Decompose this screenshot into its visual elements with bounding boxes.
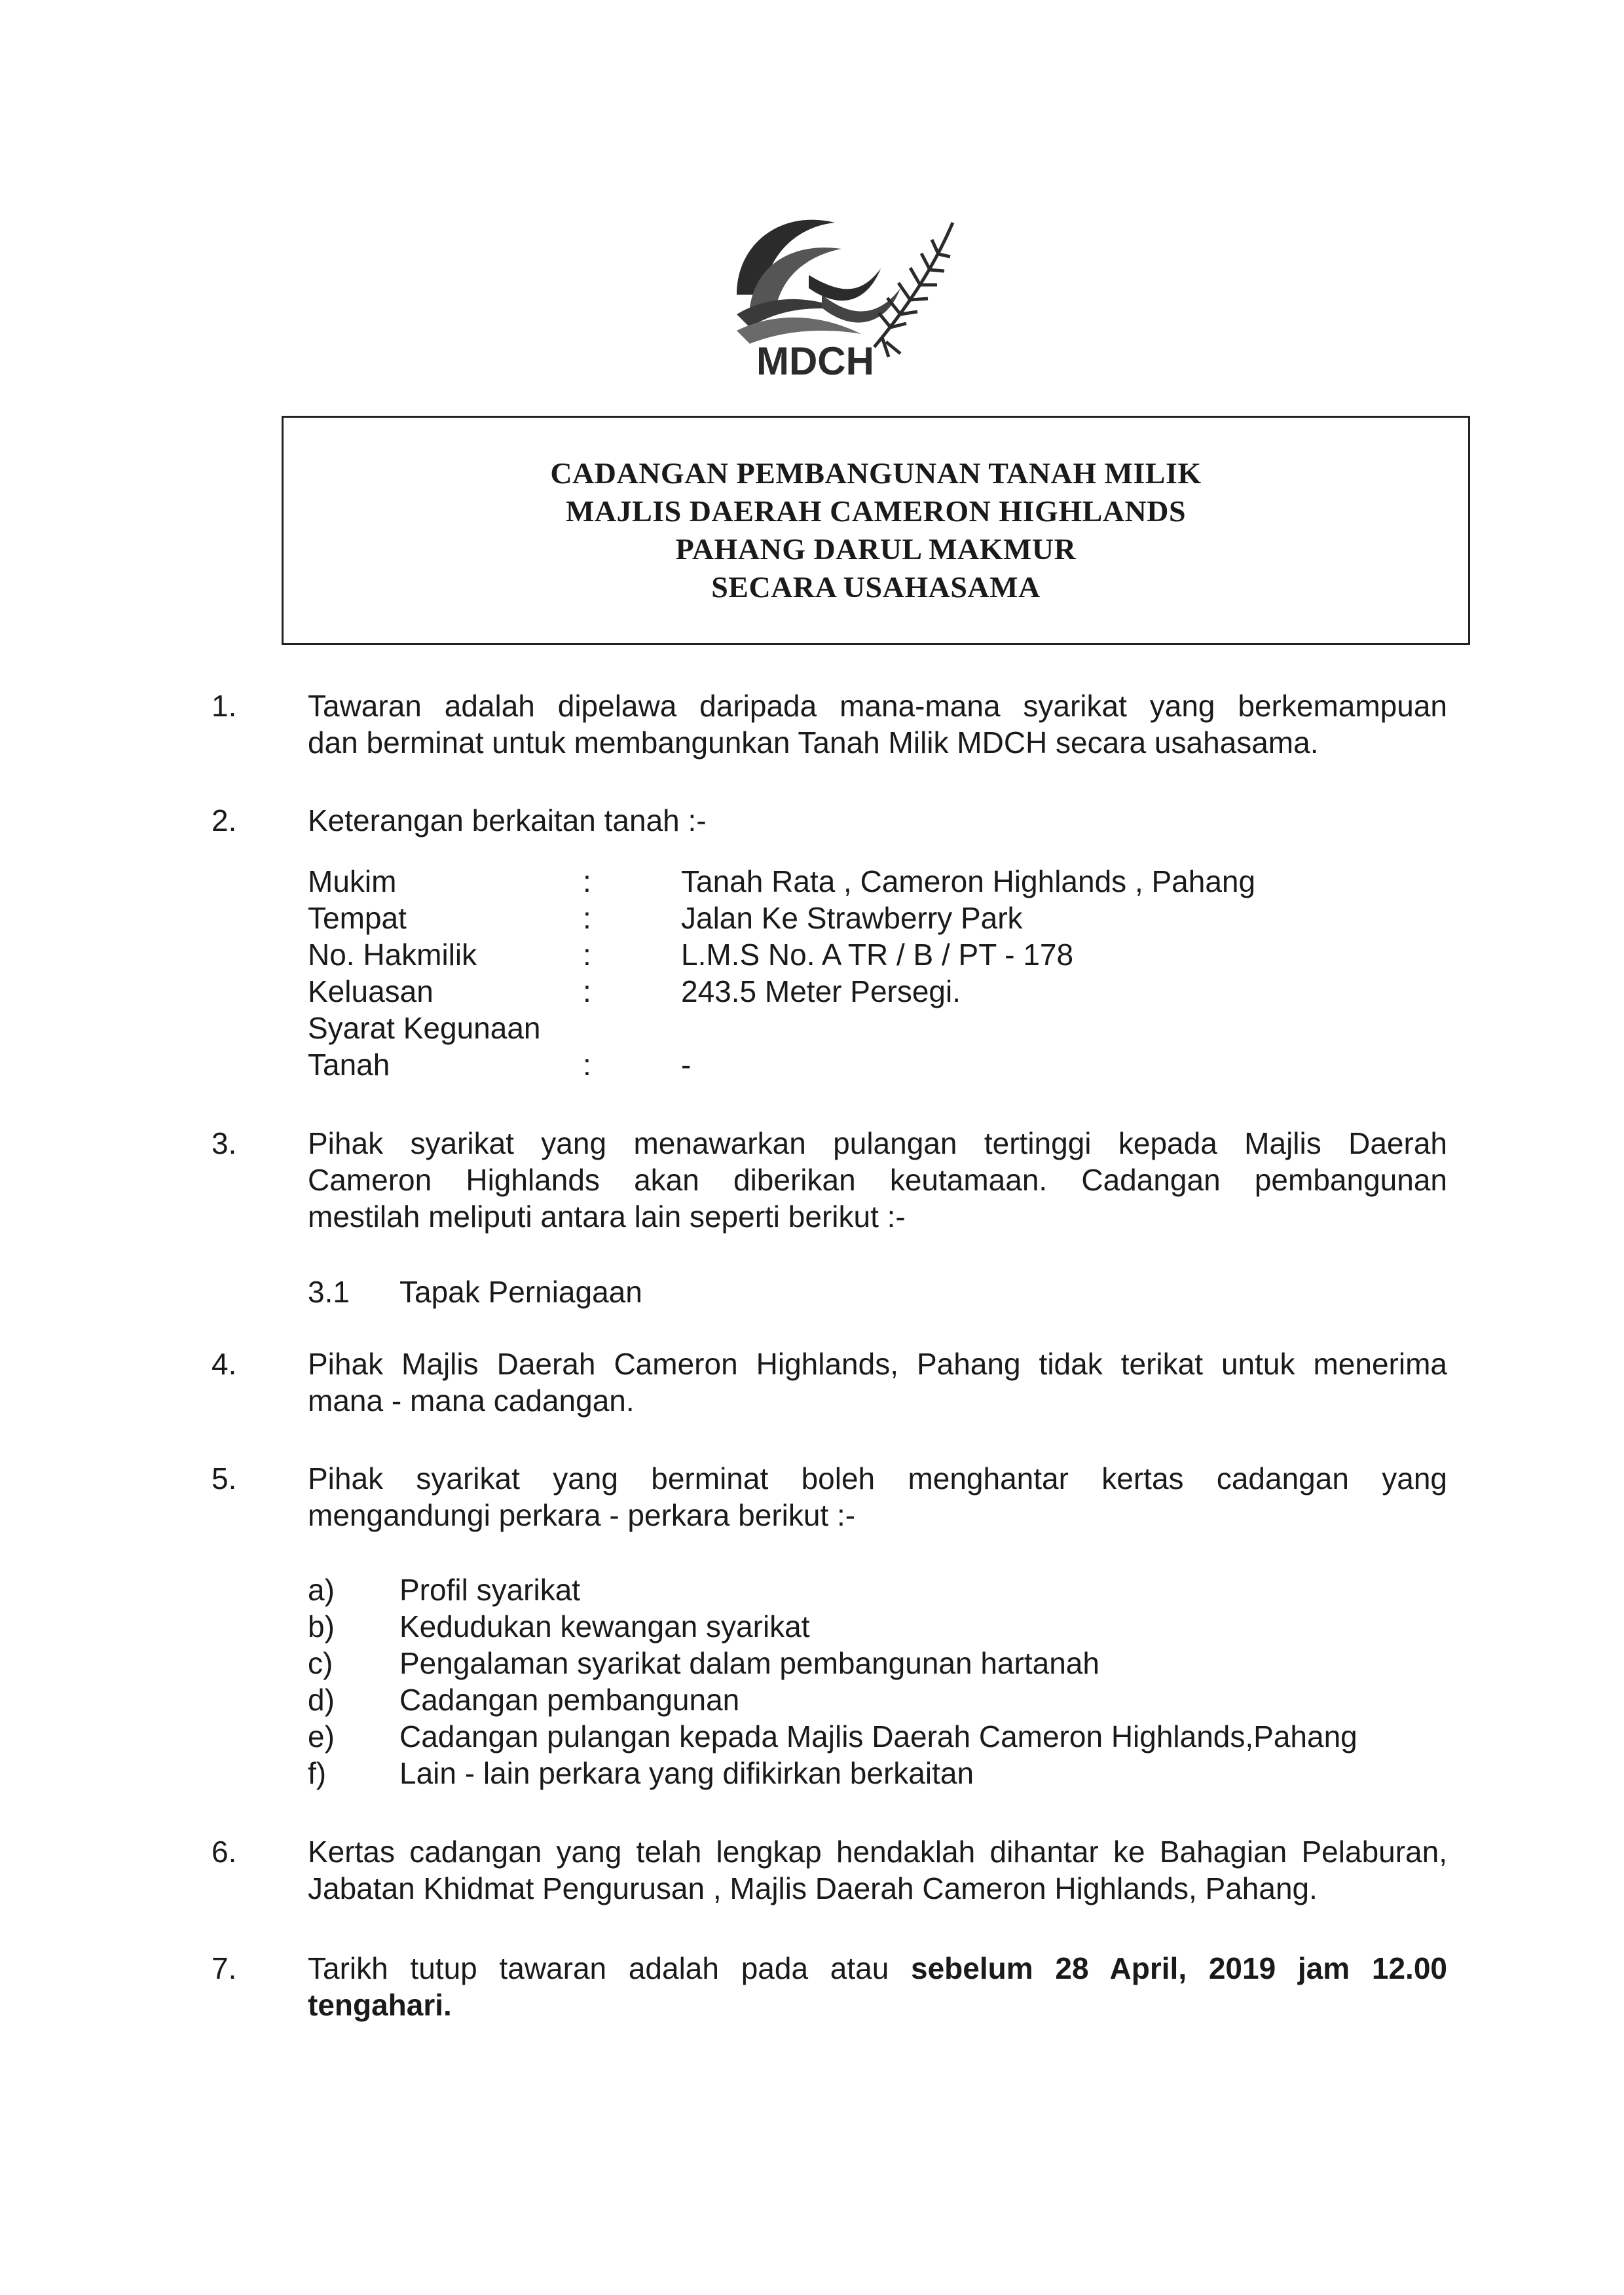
- text-line: dan berminat untuk membangunkan Tanah Milik MDCH secara usahasama.: [308, 725, 1319, 760]
- text-line: mengandungi perkara - perkara berikut :-: [308, 1498, 856, 1532]
- title-line-2: MAJLIS DAERAH CAMERON HIGHLANDS: [565, 494, 1187, 528]
- text-line: Cameron Highlands akan diberikan keutamaan. Cadangan pembangunan: [308, 1163, 1447, 1197]
- list-item-text: Cadangan pulangan kepada Majlis Daerah Cameron Highlands,Pahang: [399, 1719, 1357, 1753]
- detail-colon: :: [583, 864, 591, 898]
- list-item-text: Profil syarikat: [399, 1573, 581, 1607]
- closing-text: Tarikh tutup tawaran adalah pada atau: [308, 1951, 912, 1985]
- detail-value: Jalan Ke Strawberry Park: [681, 901, 1023, 935]
- sub-item-number: 3.1: [308, 1275, 350, 1309]
- paragraph-number: 4.: [212, 1347, 237, 1381]
- title-line-3: PAHANG DARUL MAKMUR: [675, 532, 1077, 566]
- text-line: Keterangan berkaitan tanah :-: [308, 803, 707, 837]
- paragraph-number: 6.: [212, 1835, 237, 1869]
- paragraph-text: [308, 1346, 1447, 1419]
- sub-item-text: Tapak Perniagaan: [399, 1275, 642, 1309]
- list-item-label: c): [308, 1646, 333, 1680]
- list-item-text: Kedudukan kewangan syarikat: [399, 1609, 810, 1643]
- detail-colon: :: [583, 1048, 591, 1082]
- paragraph-text: [308, 1833, 1447, 1907]
- detail-key: Keluasan: [308, 974, 434, 1008]
- paragraph-text: [308, 1950, 1447, 2023]
- paragraph-number: 7.: [212, 1951, 237, 1985]
- text-line: Pihak syarikat yang menawarkan pulangan tertinggi kepada Majlis Daerah: [308, 1126, 1447, 1160]
- list-item-label: f): [308, 1756, 327, 1790]
- detail-value: -: [681, 1048, 692, 1082]
- detail-key: Mukim: [308, 864, 397, 898]
- paragraph-text: [308, 1125, 1447, 1235]
- closing-deadline-time: tengahari.: [308, 1988, 452, 2022]
- paragraph-text: [308, 1460, 1447, 1533]
- text-line: Pihak Majlis Daerah Cameron Highlands, Pahang tidak terikat untuk menerima: [308, 1347, 1447, 1381]
- text-line: Kertas cadangan yang telah lengkap hendaklah dihantar ke Bahagian Pelaburan,: [308, 1835, 1447, 1869]
- list-item-label: b): [308, 1609, 335, 1643]
- detail-value: 243.5 Meter Persegi.: [681, 974, 961, 1008]
- logo-text: MDCH: [756, 339, 874, 383]
- list-item-text: Lain - lain perkara yang difikirkan berkaitan: [399, 1756, 974, 1790]
- detail-key: Tanah: [308, 1048, 390, 1082]
- text-line: mestilah meliputi antara lain seperti berikut :-: [308, 1200, 906, 1234]
- detail-colon: :: [583, 938, 591, 972]
- closing-deadline: sebelum 28 April, 2019 jam 12.00: [911, 1951, 1447, 1985]
- paragraph-text: [308, 688, 1447, 761]
- list-item-label: d): [308, 1683, 335, 1717]
- detail-colon: :: [583, 901, 591, 935]
- title-box: [282, 416, 1470, 645]
- text-line: mana - mana cadangan.: [308, 1384, 635, 1418]
- list-item-label: e): [308, 1719, 335, 1753]
- title-line-1: CADANGAN PEMBANGUNAN TANAH MILIK: [550, 456, 1202, 490]
- fern-leaf-icon: [874, 223, 953, 357]
- text-line: Jabatan Khidmat Pengurusan , Majlis Daerah Cameron Highlands, Pahang.: [308, 1871, 1318, 1905]
- detail-value: L.M.S No. A TR / B / PT - 178: [681, 938, 1074, 972]
- detail-key: Tempat: [308, 901, 407, 935]
- paragraph-number: 2.: [212, 803, 237, 837]
- detail-colon: :: [583, 974, 591, 1008]
- paragraph-number: 5.: [212, 1461, 237, 1496]
- paragraph-number: 3.: [212, 1126, 237, 1160]
- title-line-4: SECARA USAHASAMA: [711, 570, 1041, 604]
- list-item-label: a): [308, 1573, 335, 1607]
- detail-value: Tanah Rata , Cameron Highlands , Pahang: [681, 864, 1256, 898]
- mdch-logo: [710, 196, 986, 386]
- detail-key: No. Hakmilik: [308, 938, 477, 972]
- text-line: [308, 1950, 1447, 1987]
- list-item-text: Pengalaman syarikat dalam pembangunan hartanah: [399, 1646, 1099, 1680]
- wave-emblem-icon: [737, 220, 900, 344]
- detail-key: Syarat Kegunaan: [308, 1011, 541, 1045]
- text-line: Tawaran adalah dipelawa daripada mana-mana syarikat yang berkemampuan: [308, 689, 1447, 723]
- list-item-text: Cadangan pembangunan: [399, 1683, 740, 1717]
- text-line: Pihak syarikat yang berminat boleh menghantar kertas cadangan yang: [308, 1461, 1447, 1496]
- paragraph-text: [308, 802, 1447, 839]
- paragraph-number: 1.: [212, 689, 237, 723]
